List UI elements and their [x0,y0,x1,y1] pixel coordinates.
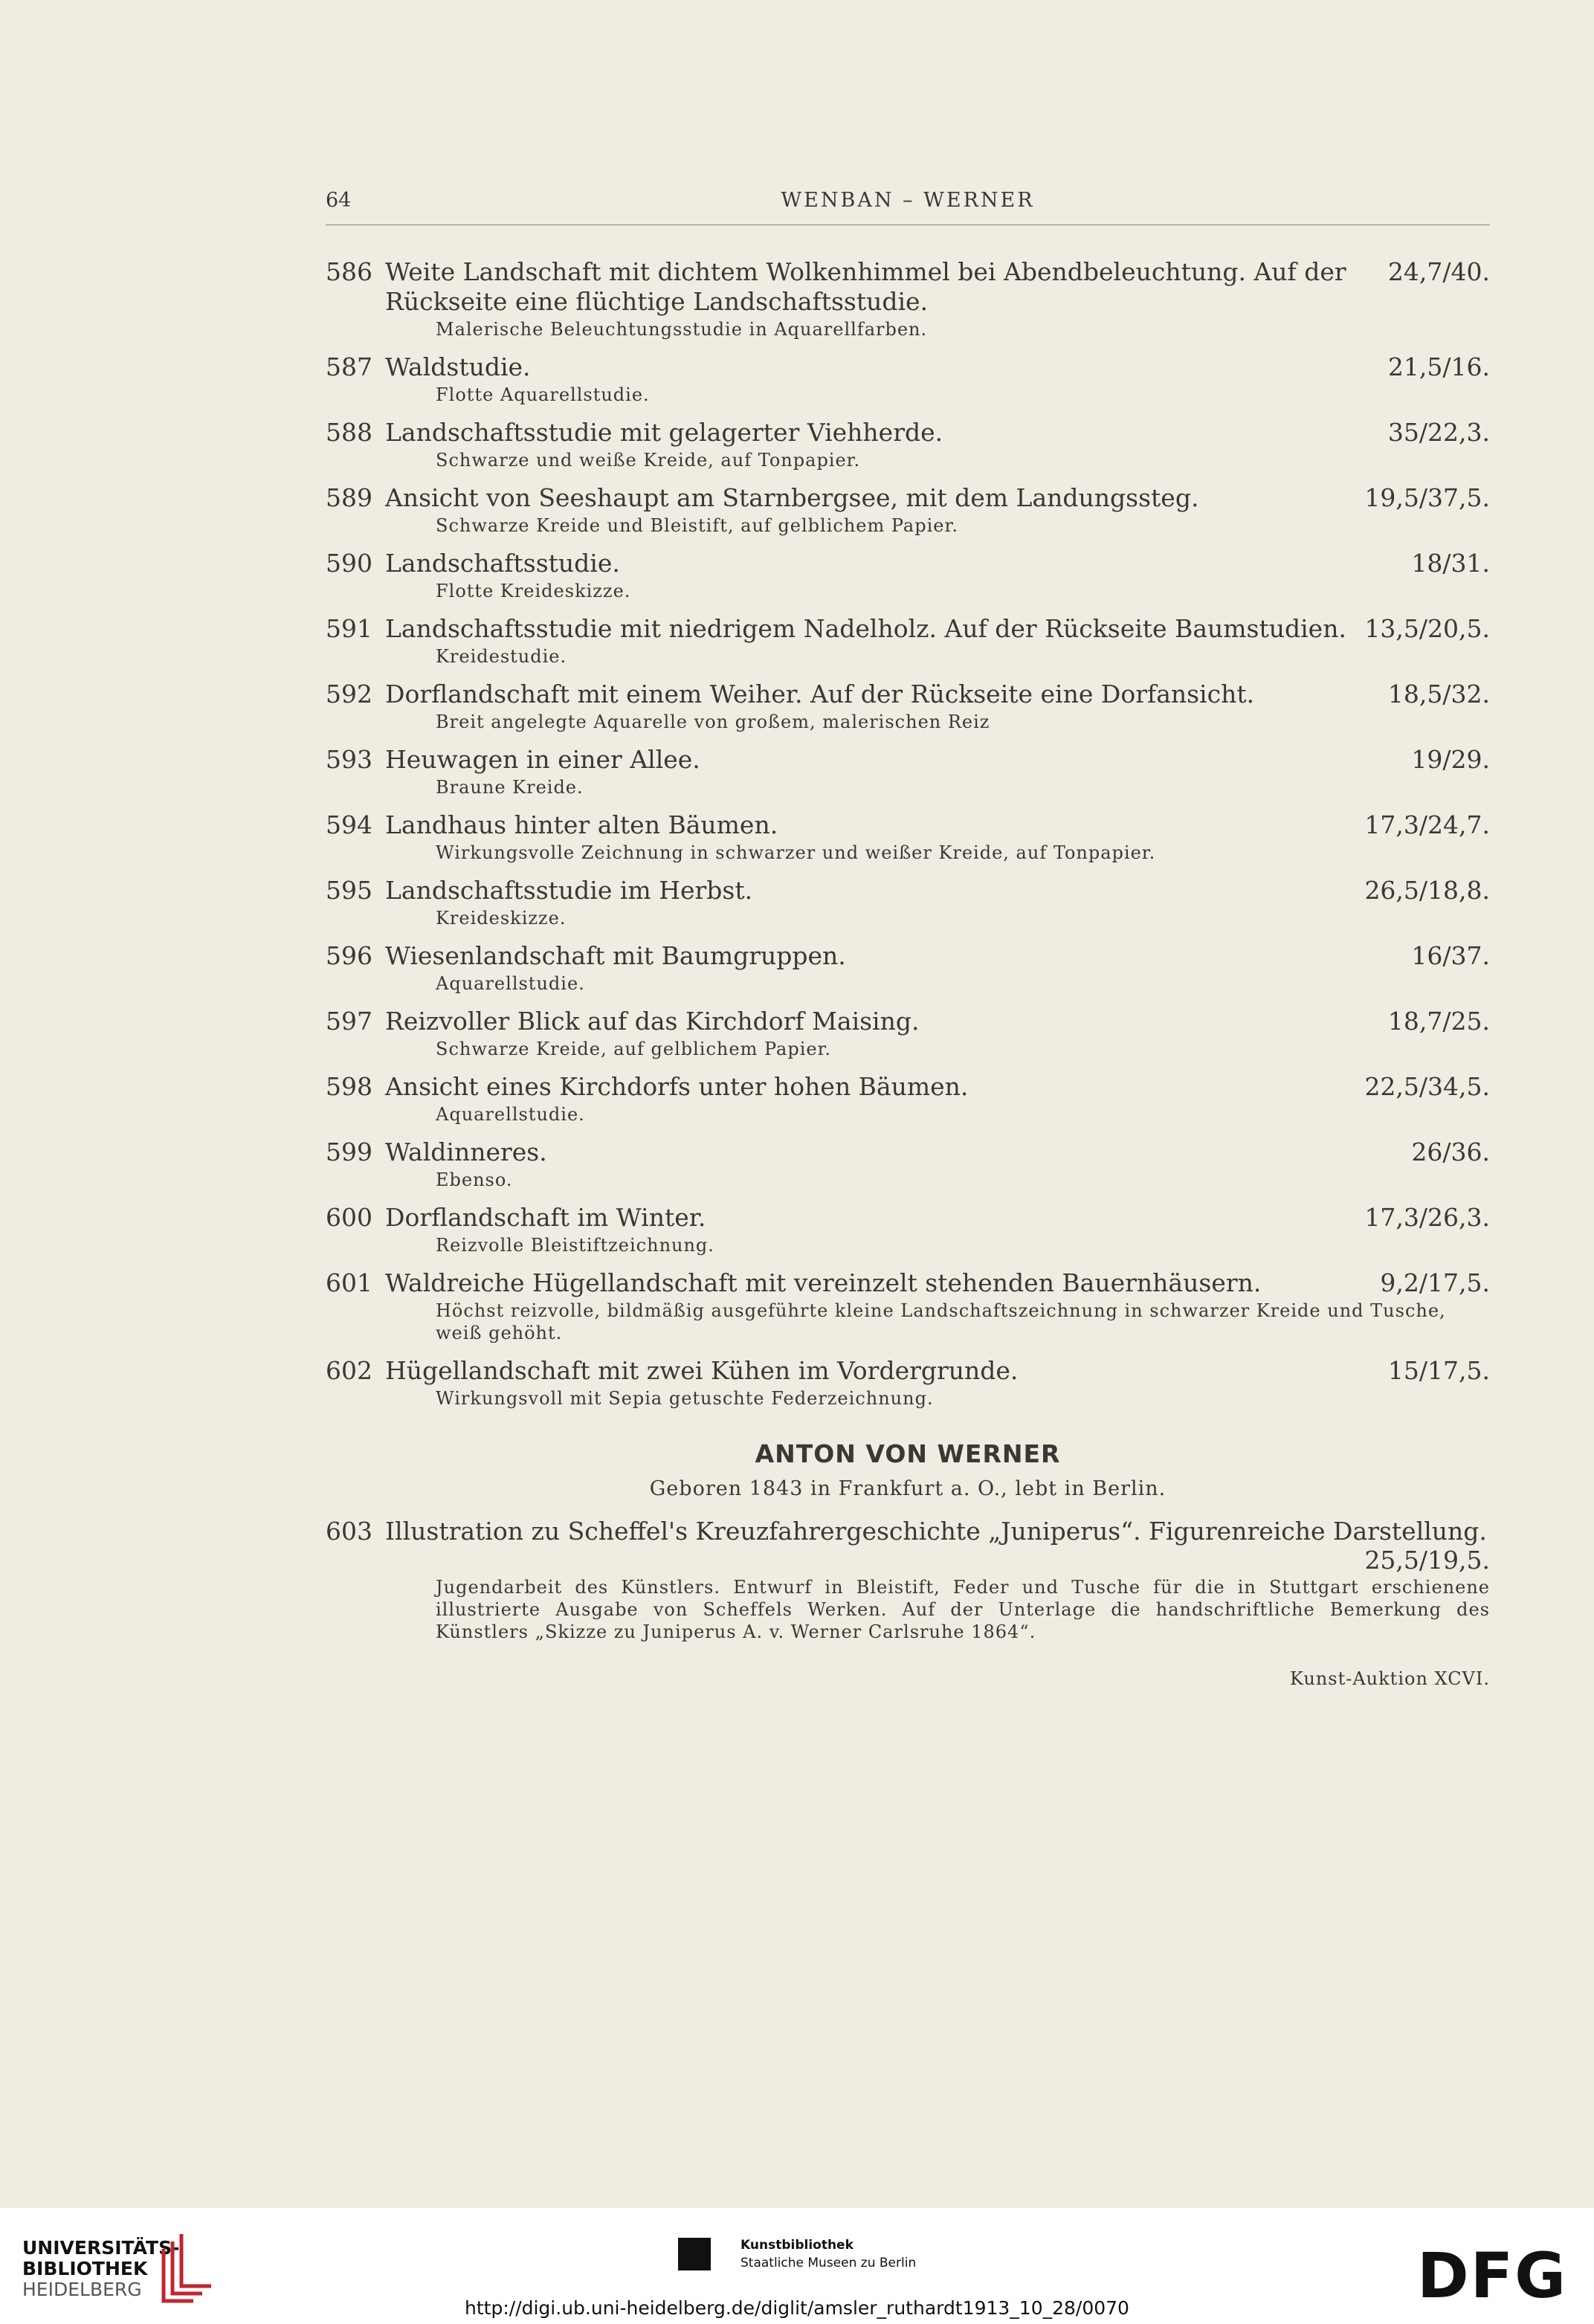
entry-title: Ansicht von Seeshaupt am Starnbergsee, mit dem Landungssteg. [385,483,1199,512]
dfg-logo[interactable]: DFG [1417,2239,1568,2312]
entry-list [326,257,1490,1410]
entry-dimensions: 35/22,3. [1387,418,1490,447]
entry-number: 586 [326,257,372,286]
entry-dimensions: 26/36. [1411,1137,1490,1166]
catalog-entry [326,418,1490,471]
catalog-entry [326,1072,1490,1126]
entry-number: 589 [326,483,372,512]
entry-title: Weite Landschaft mit dichtem Wolkenhimmel bei Abendbeleuchtung. Auf der Rückseite eine flüchtige Landschaftsstudie. [385,257,1346,316]
entry-note: Flotte Kreideskizze. [436,581,631,601]
catalog-entry [326,257,1490,340]
entry-dimensions: 13,5/20,5. [1364,614,1490,643]
permalink-url[interactable]: http://digi.ub.uni-heidelberg.de/diglit/amsler_ruthardt1913_10_28/0070 [465,2297,1129,2319]
entry-number: 598 [326,1072,372,1101]
entry-number: 599 [326,1137,372,1166]
entry-note: Schwarze Kreide, auf gelblichem Papier. [436,1039,832,1059]
section-subheading: Geboren 1843 in Frankfurt a. O., lebt in Berlin. [649,1477,1167,1500]
entry-note: Aquarellstudie. [436,973,585,994]
entry-number: 603 [326,1517,372,1546]
entry-note: Schwarze Kreide und Bleistift, auf gelblichem Papier. [436,515,958,536]
catalog-entry [326,1007,1490,1060]
ub-emblem-icon [156,2230,220,2305]
ub-logo-line3: HEIDELBERG [22,2279,142,2300]
entry-dimensions: 19,5/37,5. [1364,483,1490,512]
entry-number: 587 [326,352,372,381]
viewer-footer-bar [0,2208,1594,2324]
entry-dimensions: 17,3/26,3. [1364,1203,1490,1232]
entry-note: Braune Kreide. [436,777,584,798]
entry-dimensions: 19/29. [1411,745,1490,774]
entry-number: 588 [326,418,372,447]
entry-dimensions: 22,5/34,5. [1364,1072,1490,1101]
entry-note: Flotte Aquarellstudie. [436,384,650,405]
entry-note: Jugendarbeit des Künstlers. Entwurf in Bleistift, Feder und Tusche für die in Stuttgart erschienene illustrierte Ausgabe von Scheffels Werken. Auf der Unterlage die handschriftliche Bemerkung des Künstlers „Skizze zu Juniperus A. v. Werner Carlsruhe 1864“. [436,1577,1490,1642]
entry-title: Hügellandschaft mit zwei Kühen im Vordergrunde. [385,1356,1019,1385]
catalog-entry-603 [326,1517,1490,1643]
entry-number: 602 [326,1356,372,1385]
kb-logo-line2: Staatliche Museen zu Berlin [740,2256,917,2270]
entry-title: Wiesenlandschaft mit Baumgruppen. [385,941,846,970]
catalog-entry [326,614,1490,668]
kunstbibliothek-logo-icon [678,2238,711,2270]
entry-dimensions: 18,5/32. [1387,680,1490,709]
kb-logo-line1: Kunstbibliothek [740,2238,854,2253]
entry-note: Wirkungsvoll mit Sepia getuschte Federzeichnung. [436,1388,934,1409]
entry-dimensions: 16/37. [1411,941,1490,970]
entry-number: 590 [326,549,372,578]
entry-title: Landschaftsstudie im Herbst. [385,876,753,905]
entry-dimensions: 15/17,5. [1387,1356,1490,1385]
catalog-entry [326,810,1490,864]
entry-number: 595 [326,876,372,905]
entry-number: 596 [326,941,372,970]
entry-note: Aquarellstudie. [436,1104,585,1125]
entry-note: Wirkungsvolle Zeichnung in schwarzer und weißer Kreide, auf Tonpapier. [436,842,1156,863]
entry-title: Waldreiche Hügellandschaft mit vereinzelt stehenden Bauernhäusern. [385,1268,1262,1297]
page-number: 64 [326,189,352,212]
entry-dimensions: 18,7/25. [1387,1007,1490,1036]
catalog-entries [326,257,1490,1689]
catalog-entry [326,941,1490,995]
entry-title: Waldstudie. [385,352,531,381]
footer-note: Kunst-Auktion XCVI. [1289,1668,1490,1689]
section-heading: ANTON VON WERNER [755,1439,1061,1468]
kunstbibliothek-logo[interactable] [740,2236,916,2272]
catalog-entry [326,549,1490,602]
entry-note: Höchst reizvolle, bildmäßig ausgeführte kleine Landschaftszeichnung in schwarzer Kreide und Tusche, weiß gehöht. [436,1300,1446,1343]
catalog-entry [326,352,1490,406]
entry-note: Kreidestudie. [436,646,567,667]
entry-note: Kreideskizze. [436,908,567,929]
catalog-entry [326,680,1490,733]
entry-title: Landschaftsstudie. [385,549,620,578]
entry-note: Ebenso. [436,1169,513,1190]
running-title: WENBAN – WERNER [781,189,1035,212]
catalog-entry [326,1203,1490,1256]
entry-note: Schwarze und weiße Kreide, auf Tonpapier. [436,450,861,471]
entry-title: Dorflandschaft mit einem Weiher. Auf der Rückseite eine Dorfansicht. [385,680,1255,709]
entry-title: Landschaftsstudie mit niedrigem Nadelholz. Auf der Rückseite Baumstudien. [385,614,1346,643]
entry-number: 591 [326,614,372,643]
ub-logo-line2: BIBLIOTHEK [22,2258,148,2279]
entry-dimensions: 21,5/16. [1387,352,1490,381]
entry-title: Landschaftsstudie mit gelagerter Viehherde. [385,418,943,447]
catalog-entry [326,483,1490,537]
entry-title: Waldinneres. [385,1137,547,1166]
entry-note: Malerische Beleuchtungsstudie in Aquarellfarben. [436,319,928,340]
entry-number: 600 [326,1203,372,1232]
entry-title: Heuwagen in einer Allee. [385,745,700,774]
entry-dimensions: 18/31. [1411,549,1490,578]
entry-dimensions: 24,7/40. [1387,257,1490,286]
entry-note: Breit angelegte Aquarelle von großem, malerischen Reiz [436,711,990,732]
running-header [326,187,1490,225]
entry-number: 593 [326,745,372,774]
entry-title: Illustration zu Scheffel's Kreuzfahrergeschichte „Juniperus“. Figurenreiche Darstellung. [385,1517,1487,1546]
catalog-entry [326,1137,1490,1191]
ub-logo-line1: UNIVERSITÄTS- [22,2237,180,2259]
entry-title: Reizvoller Blick auf das Kirchdorf Maising. [385,1007,920,1036]
entry-dimensions: 9,2/17,5. [1380,1268,1490,1297]
entry-number: 597 [326,1007,372,1036]
catalog-entry [326,876,1490,929]
entry-title: Dorflandschaft im Winter. [385,1203,706,1232]
entry-number: 594 [326,810,372,839]
entry-note: Reizvolle Bleistiftzeichnung. [436,1235,714,1256]
catalog-entry [326,1268,1490,1344]
entry-title: Ansicht eines Kirchdorfs unter hohen Bäumen. [385,1072,969,1101]
entry-number: 601 [326,1268,372,1297]
catalog-entry [326,1356,1490,1410]
entry-number: 592 [326,680,372,709]
entry-dimensions: 17,3/24,7. [1364,810,1490,839]
entry-dimensions: 25,5/19,5. [1364,1546,1490,1575]
entry-dimensions: 26,5/18,8. [1364,876,1490,905]
catalog-entry [326,745,1490,798]
entry-title: Landhaus hinter alten Bäumen. [385,810,778,839]
